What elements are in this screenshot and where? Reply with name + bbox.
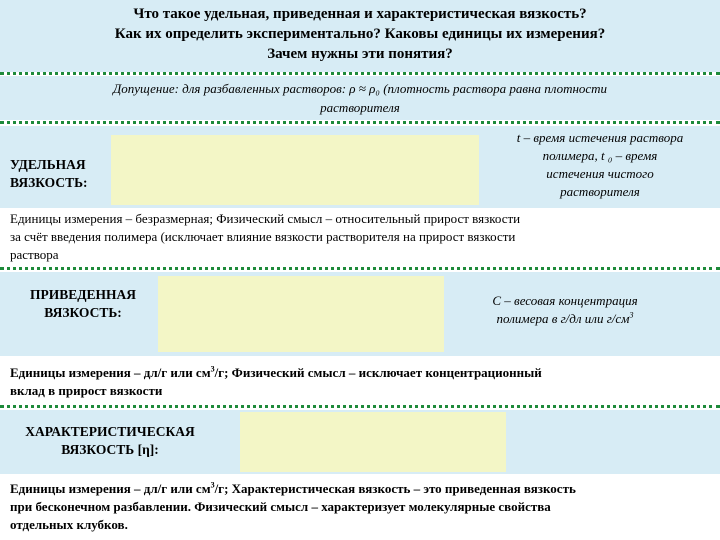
specific-viscosity-note — [482, 129, 718, 201]
specific-note-line-1: t – время истечения раствора — [516, 130, 684, 145]
specific-desc-line-3: раствора — [10, 247, 59, 262]
intrinsic-label-line-1: ХАРАКТЕРИСТИЧЕСКАЯ — [25, 424, 195, 439]
reduced-desc-line-1 — [10, 364, 710, 382]
reduced-desc-line-2: вклад в прирост вязкости — [10, 383, 163, 398]
assumption-block — [0, 76, 720, 120]
superscript: 3 — [629, 310, 634, 320]
title-line-2: Как их определить экспериментально? Каковы единицы их измерения? — [114, 26, 606, 42]
superscript: 3 — [210, 480, 215, 490]
title-line-1: Что такое удельная, приведенная и характеристическая вязкость? — [133, 6, 587, 22]
specific-note-line-2: полимера, t ₀ – время — [542, 148, 658, 163]
intrinsic-desc-part-a: Единицы измерения – дл/г или см — [10, 481, 211, 496]
slide-title — [0, 0, 720, 72]
intrinsic-viscosity-formula — [240, 412, 506, 472]
reduced-viscosity-formula — [158, 276, 444, 352]
intrinsic-viscosity-label — [10, 423, 210, 459]
dotted-divider — [0, 121, 720, 124]
specific-note-line-3: истечения чистого — [546, 166, 654, 181]
specific-note-line-4: растворителя — [560, 184, 640, 199]
specific-desc-line-2: за счёт введения полимера (исключает влияние вязкости растворителя на прирост вязкости — [10, 229, 516, 244]
specific-viscosity-description — [10, 210, 710, 264]
dotted-divider — [0, 72, 720, 75]
title-line-3: Зачем нужны эти понятия? — [267, 46, 453, 62]
reduced-label-line-2: ВЯЗКОСТЬ: — [44, 305, 122, 320]
reduced-desc-part-a: Единицы измерения – дл/г или см — [10, 365, 211, 380]
reduced-viscosity-description — [10, 364, 710, 400]
intrinsic-desc-line-2: при бесконечном разбавлении. Физический смысл – характеризует молекулярные свойства — [10, 499, 551, 514]
assumption-line-1: Допущение: для разбавленных растворов: ρ ≈ ρ₀ (плотность раствора равна плотности — [112, 81, 608, 96]
intrinsic-desc-line-1 — [10, 480, 710, 498]
specific-label-line-1: УДЕЛЬНАЯ — [10, 157, 86, 172]
reduced-note-line-1: С – весовая концентрация — [492, 293, 638, 308]
intrinsic-desc-part-b: /г; Характеристическая вязкость – это приведенная вязкость — [214, 481, 576, 496]
intrinsic-label-line-2: ВЯЗКОСТЬ [η]: — [61, 442, 159, 457]
specific-desc-line-1: Единицы измерения – безразмерная; Физический смысл – относительный прирост вязкости — [10, 211, 521, 226]
specific-label-line-2: ВЯЗКОСТЬ: — [10, 175, 88, 190]
reduced-viscosity-label — [18, 286, 148, 322]
intrinsic-desc-line-3: отдельных клубков. — [10, 517, 128, 532]
intrinsic-viscosity-description — [10, 480, 710, 534]
specific-viscosity-label — [10, 156, 88, 192]
superscript: 3 — [210, 364, 215, 374]
reduced-note-line-2 — [455, 310, 675, 328]
reduced-viscosity-note — [455, 292, 675, 328]
dotted-divider — [0, 405, 720, 408]
specific-viscosity-formula — [111, 135, 479, 205]
reduced-label-line-1: ПРИВЕДЕННАЯ — [29, 287, 137, 302]
dotted-divider — [0, 267, 720, 270]
reduced-desc-part-b: /г; Физический смысл – исключает концентрационный — [214, 365, 542, 380]
reduced-note-text: полимера в г/дл или г/см — [496, 311, 630, 326]
assumption-line-2: растворителя — [320, 100, 400, 115]
